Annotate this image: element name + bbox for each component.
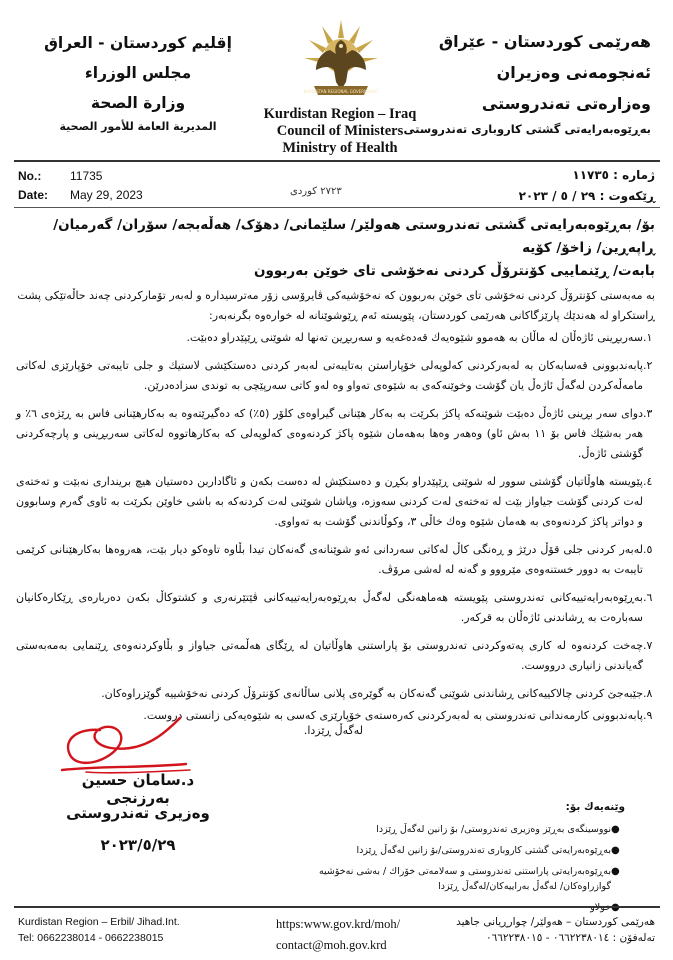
copy-recipient: خولاو: [590, 902, 611, 913]
footer-divider: [14, 906, 660, 908]
header-arabic: [18, 28, 258, 136]
item-number: .٣: [643, 407, 653, 420]
list-item: [16, 636, 661, 676]
item-number: .٤: [643, 475, 653, 488]
letter-items: [16, 328, 661, 728]
bullet-icon: ●: [611, 824, 620, 835]
ar-region: إقليم كوردستان - العراق: [44, 34, 232, 52]
item-number: .٢: [643, 359, 653, 372]
footer-phone: Tel: 0662238014 - 0662238015: [18, 932, 164, 944]
ku-region: هەرێمی كوردستان - عێراق: [438, 32, 651, 51]
letter-recipient: بۆ/ بەڕێوەبەرایەتی گشتی تەندروستی هەولێر/ سلێمانی/ دهۆک/ هەڵەبجە/ سۆران/ گەرمیان/ ڕاپەڕین/ زاخۆ/ كۆیە: [53, 217, 655, 256]
letter-intro: بە مەبەستی كۆنترۆڵ كردنی نەخۆشی تای خوێن بەربوون كە نەخۆشیەكی ڤایرۆسی زۆر مەترسیدارە و لەبەر تۆماركردنی چەند حاڵەتێكی پشت ڕاستكراو لە هەندێك پارێزگاكانی هەرێمی كوردستان، پێویستە ئەم ڕێوشوێنانە لە خوارەوە بگرنەبەر:: [17, 289, 655, 322]
kurdi-date: ٢٧٢٣ كوردی: [290, 186, 342, 197]
footer-website-link[interactable]: https:www.gov.krd/moh/: [276, 917, 401, 931]
item-text: لەبەر كردنی جلی قۆڵ درێژ و ڕەنگی كاڵ لەكاتی سەردانی ئەو شوێنانەی گەنەكان تیدا بڵاوە تاوەكو دیار بێت، هەروەها بەكارهێنانی كرێمی تایبەت بە دوور خستنەوەی مێرووو و گەنە لە لەشی مرۆڤ.: [16, 543, 643, 576]
item-number: .٦: [643, 591, 653, 604]
footer-kurdish: [456, 914, 655, 946]
list-item: [16, 404, 661, 464]
item-text: بەڕێوەبەرایەتییەكانی تەندروستی پێویستە هەماهەنگی لەگەڵ بەڕێوەبەرایەتییەكانی ڤێتێرنەری و كشتوكاڵ بكەن دەربارەی ڕێكارەكانیان سەبارەت بە ڕشاندنی ئاژەڵان بە قرکەر.: [16, 591, 643, 624]
bullet-icon: ●: [611, 866, 620, 877]
item-text: چەخت كردنەوە لە كاری پەتەوكردنی تەندروستی بۆ پاراستنی هاوڵاتیان لە ڕێگای هەڵمەتی جیاواز و بڵاوكردنەوەی ڕێنمایی بەمەبەستی گەیاندنی زانیاری درووست.: [16, 639, 643, 672]
bullet-icon: ●: [611, 845, 620, 856]
ref-date-value: May 29, 2023: [70, 188, 143, 202]
footer-ku-phone: تەلەفۆن : ٠٦٦٢٢٣٨٠١٤ - ٠٦٦٢٢٣٨٠١٥: [485, 932, 655, 944]
ar-directorate: المديرية العامة للأمور الصحية: [59, 120, 217, 133]
header-kurdish: [401, 26, 651, 139]
en-council: Council of Ministers: [276, 123, 404, 139]
list-item: [16, 472, 661, 532]
reference-english: [18, 167, 143, 205]
item-text: سەربڕینی ئاژەڵان لە ماڵان بە هەموو شێوەیەك قەدەغەیە و سەربڕین تەنها لە شوێنی ڕێپێدراو دەبێت.: [186, 331, 643, 344]
item-number: .٩: [643, 709, 653, 722]
letter-subject: بابەت/ ڕێنماییی كۆنترۆڵ كردنی نەخۆشی تای خوێن بەربوون: [253, 263, 655, 279]
header-divider: [14, 160, 660, 162]
ref-date-label: Date:: [18, 188, 49, 202]
bullet-icon: ●: [611, 902, 620, 913]
list-item: [16, 328, 661, 348]
ku-directorate: بەڕێوەبەرایەتی گشتی کاروباری تەندروستی: [403, 122, 651, 136]
copy-recipient: بەڕێوەبەرایەتی پاراستنی تەندروستی و سەلامەتی خۆراك / بەشی نەخۆشیە گوازراوەكان/ لەگەڵ بەراییەكان/لەگەڵ ڕێزدا: [318, 866, 611, 892]
footer-english: [18, 914, 180, 946]
list-item: [295, 843, 625, 858]
ku-council: ئەنجومەنی وەزیران: [496, 63, 651, 82]
letter-regards: لەگەڵ ڕێزدا.: [303, 724, 363, 737]
reference-kurdish: [519, 165, 655, 207]
list-item: [295, 822, 625, 837]
emblem-ribbon-text: KURDISTAN REGIONAL GOVERNMENT: [303, 89, 379, 94]
list-item: [16, 540, 661, 580]
ku-ministry: وەزارەتی تەندروستی: [481, 94, 651, 113]
ku-ref-no: ژمارە : ١١٧٣٥: [572, 168, 655, 182]
ref-no-value: 11735: [70, 169, 103, 183]
item-number: .٧: [643, 639, 653, 652]
list-item: [16, 588, 661, 628]
en-region: Kurdistan Region – Iraq: [263, 106, 417, 122]
footer-contact: [276, 914, 400, 956]
item-number: .١: [643, 331, 653, 344]
item-text: پابەندبوونی قەسابەكان بە لەبەركردنی كەلوپەلی خۆپاراستن بەتایبەتی لەبەر كردنی دەستكێشی لاستیك و جلی تایبەتی خۆپارێزی لەكاتی مامەڵەكردن لەگەڵ ئاژەڵ یان گۆشت وخوێنەكەی بە شێوەی تەواو وە لەو كاتی سەرپێچی بە توندی سزادەدرێن.: [16, 359, 643, 392]
footer-ku-address: هەرێمی كوردستان – هەولێر/ چوارڕیانی جاهید: [456, 916, 655, 928]
item-number: .٨: [643, 687, 653, 700]
signatory-name: د.سامان حسین بەرزنجی: [81, 771, 195, 807]
item-text: جێبەجێ كردنی چالاكییەكانی ڕشاندنی شوێنی گەنەكان بە گوێرەی پلانی ساڵانەی كۆنترۆڵ كردنی نەخۆشییە گوێزراوەكان.: [101, 687, 643, 700]
item-text: پێویستە هاوڵاتیان گۆشتی سوور لە شوێنی ڕێپێدراو بكڕن و دەستكێش لە دەست بكەن و ئاگاداربن دەستیان هیچ برینداری نەبێت و تەختەی لەت كردنی گۆشت جیاواز بێت لە تەختەی لەت كردنی سەوزە، وپاشان شوێنی لەت كردنەكە بە باشی خاوێن بكرێت بە ئاوی گەرم وسابوون و دواتر پاكژ كردنەوەی بە هەمان شێوە وەك خاڵی ٣، وكوڵاندنی گۆشت بە تەواوی.: [16, 475, 643, 528]
item-text: پابەندبوونی كارمەندانی تەندروستی بە لەبەركردنی كەرەستەی خۆپارێزی كەسی بە شێوەیەكی زانستی دروست.: [143, 709, 643, 722]
kurdistan-emblem-icon: [300, 16, 382, 106]
item-text: دوای سەر بڕینی ئاژەڵ دەبێت شوێنەكە پاكژ بكرێت بە بەكار هێنانی گیراوەی كلۆر (٥٪) كە دەگیرێتەوە بە بەكارهێنانی فاس بە ڕێژەی ٦٪ و هەر بەشێك فاس بۆ ١١ بەش ئاو) وەهەر وەها بەهەمان شێوە پاكژ كردنەوەی كەلوپەلی كە بەكارهاتووە لەكاتی سەربڕینی و پارچەكردنی گۆشتی ئاژەڵ.: [16, 407, 643, 460]
list-item: [295, 864, 625, 894]
copy-recipient: بەڕێوەبەرایەتی گشتی كاروباری تەندروستی/بۆ زانین لەگەڵ ڕێزدا: [356, 845, 611, 856]
ar-ministry: وزارة الصحة: [90, 94, 186, 112]
en-ministry: Ministry of Health: [282, 140, 398, 156]
footer-email-link[interactable]: contact@moh.gov.krd: [276, 938, 387, 952]
footer-address: Kurdistan Region – Erbil/ Jihad.Int.: [18, 916, 180, 928]
reference-divider: [14, 207, 660, 208]
signatory-date: ٢٠٢٣/٥/٢٩: [100, 836, 176, 854]
ref-no-label: No.:: [18, 169, 42, 183]
copies-heading: وێنەیەك بۆ:: [565, 801, 625, 813]
item-number: .٥: [643, 543, 653, 556]
signatory-title: وەزیری تەندروستی: [66, 804, 210, 822]
copy-recipient: نووسینگەی بەڕێز وەزیری تەندروستی/ بۆ زانین لەگەڵ ڕێزدا: [376, 824, 611, 835]
list-item: [16, 356, 661, 396]
ar-council: مجلس الوزراء: [84, 64, 192, 82]
ku-ref-date: ڕێكەوت : ٢٩ / ٥ / ٢٠٢٣: [518, 189, 655, 203]
header-english: [250, 106, 430, 157]
